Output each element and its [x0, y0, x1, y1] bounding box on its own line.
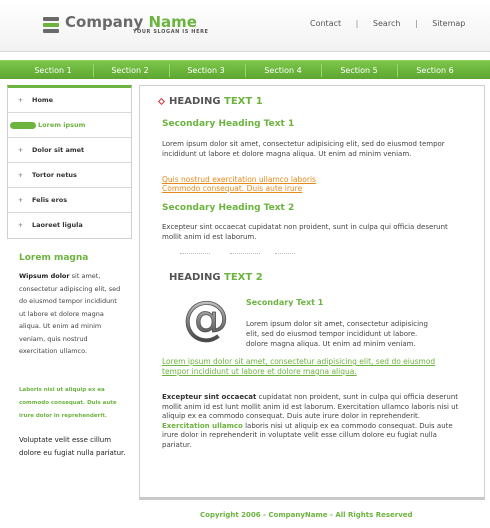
sidebar-item-laoreet-ligula[interactable] — [8, 213, 131, 238]
bottom-bold: Excepteur sint occaecat — [162, 393, 257, 401]
bottom-green: Exercitation ullamco — [162, 421, 243, 430]
company-name-first: Company — [65, 13, 144, 31]
heading-dark: HEADING — [169, 272, 221, 283]
main-nav — [0, 60, 490, 79]
sidebar-item-lorem-ipsum[interactable] — [8, 113, 131, 138]
orange-link-2[interactable]: Commodo consequat. Duis aute irure — [162, 184, 303, 193]
sidebar-item-felis-eros[interactable] — [8, 188, 131, 213]
paragraph-2: Excepteur sint occaecat cupidatat non proident, sunt in culpa qui officia deserunt mollit anim id est laborum. — [162, 223, 448, 241]
at-sign-icon — [179, 296, 234, 343]
heading-green: TEXT 1 — [224, 96, 263, 107]
secondary-heading-2: Secondary Heading Text 2 — [162, 203, 295, 213]
sidebar-item-label: Lorem ipsum — [38, 121, 86, 129]
plus-icon: + — [18, 222, 24, 229]
bottom-text-2: laboris nisi ut aliquip ex ea commodo consequat. Duis aute irure dolor in reprehenderit in voluptate velit esse cillum dolore eu fugiat nulla pariatur. — [162, 421, 453, 449]
sidebar-item-tortor-netus[interactable] — [8, 163, 131, 188]
link-separator: | — [414, 19, 418, 28]
nav-section-5[interactable]: Section 5 — [340, 66, 378, 75]
sidebar-item-label: Home — [32, 96, 54, 104]
secondary-text-1: Secondary Text 1 — [246, 298, 324, 307]
logo-stack-icon — [43, 17, 59, 33]
sidebar-item-label: Laoreet ligula — [32, 221, 83, 229]
site-header — [0, 0, 490, 52]
at-sign-glyph: @ — [183, 296, 229, 343]
sidebar-item-label: Felis eros — [32, 196, 68, 204]
search-link[interactable]: Search — [372, 19, 401, 28]
bottom-text-1: cupidatat non proident, sunt in culpa qui officia deserunt mollit anim id est lunt mollit anim id est laborum. Exercitation ullamco laboris nisi ut aliquip ex ea commodo consequat. Duis aute irure dolor in reprehenderit. — [162, 393, 459, 420]
sidebar-box-text — [19, 270, 124, 358]
top-links — [310, 19, 465, 28]
dotted-divider — [230, 253, 260, 254]
sidebar-black-text: Voluptate velit esse cillum dolore eu fugiat nulla pariatur. — [19, 436, 126, 457]
footer-copyright: Copyright 2006 - CompanyName - All Rights Reserved — [200, 511, 413, 519]
bottom-paragraph — [162, 393, 467, 450]
nav-section-6[interactable]: Section 6 — [416, 66, 454, 75]
sidebar-item-label: Dolor sit amet — [32, 146, 85, 154]
contact-link[interactable]: Contact — [310, 19, 342, 28]
dotted-divider — [275, 253, 295, 254]
heading-text-1 — [169, 96, 263, 107]
sidebar-box-body: sit amet, consectetur adipiscing elit, sed do eiusmod tempor incididunt ut labore et dolore magna aliqua. Ut enim ad minim veniam, quis nostrud exercitation ullamco. — [19, 272, 121, 355]
dotted-divider — [180, 253, 210, 254]
green-link[interactable]: Lorem ipsum dolor sit amet, consectetur adipisicing elit, sed do eiusmod tempor incididunt ut labore et dolore magna aliqua. — [162, 357, 436, 376]
plus-icon: + — [18, 172, 24, 179]
link-separator: | — [355, 19, 359, 28]
plus-icon: + — [18, 147, 24, 154]
plus-icon: + — [18, 97, 24, 104]
nav-section-2[interactable]: Section 2 — [111, 66, 149, 75]
company-name-second: Name — [148, 13, 197, 31]
active-indicator — [10, 122, 36, 129]
sidebar-item-label: Tortor netus — [32, 171, 77, 179]
heading-green: TEXT 2 — [224, 272, 263, 283]
sidebar-box-title: Lorem magna — [19, 253, 89, 263]
nav-section-1[interactable]: Section 1 — [34, 66, 72, 75]
sidebar-item-home[interactable] — [8, 88, 131, 113]
plus-icon: + — [18, 197, 24, 204]
nav-section-4[interactable]: Section 4 — [264, 66, 302, 75]
secondary-heading-1: Secondary Heading Text 1 — [162, 119, 295, 129]
sidebar-item-dolor-sit-amet[interactable] — [8, 138, 131, 163]
sitemap-link[interactable]: Sitemap — [432, 19, 466, 28]
sidebar-box-bold: Wipsum dolor — [19, 272, 70, 280]
slogan: YOUR SLOGAN IS HERE — [133, 29, 209, 35]
secondary-text-body: Lorem ipsum dolor sit amet, consectetur adipisicing elit, sed do eiusmod tempor incididunt ut labore. dolore magna aliqua. Ut enim ad minim veniam. — [246, 320, 428, 348]
paragraph-1: Lorem ipsum dolor sit amet, consectetur adipisicing elit, sed do eiusmod tempor incididunt ut labore et dolore magna aliqua. Ut enim ad minim veniam. — [162, 140, 445, 158]
heading-text-2 — [169, 272, 263, 283]
orange-link-1[interactable]: Quis nostrud exercitation ullamco laboris — [162, 175, 316, 184]
nav-section-3[interactable]: Section 3 — [187, 66, 225, 75]
sidebar-menu — [7, 85, 132, 239]
heading-dark: HEADING — [169, 96, 221, 107]
sidebar-green-text: Laboris nisi ut aliquip ex ea commodo consequat. Duis aute irure dolor in reprehenderit. — [19, 387, 117, 419]
